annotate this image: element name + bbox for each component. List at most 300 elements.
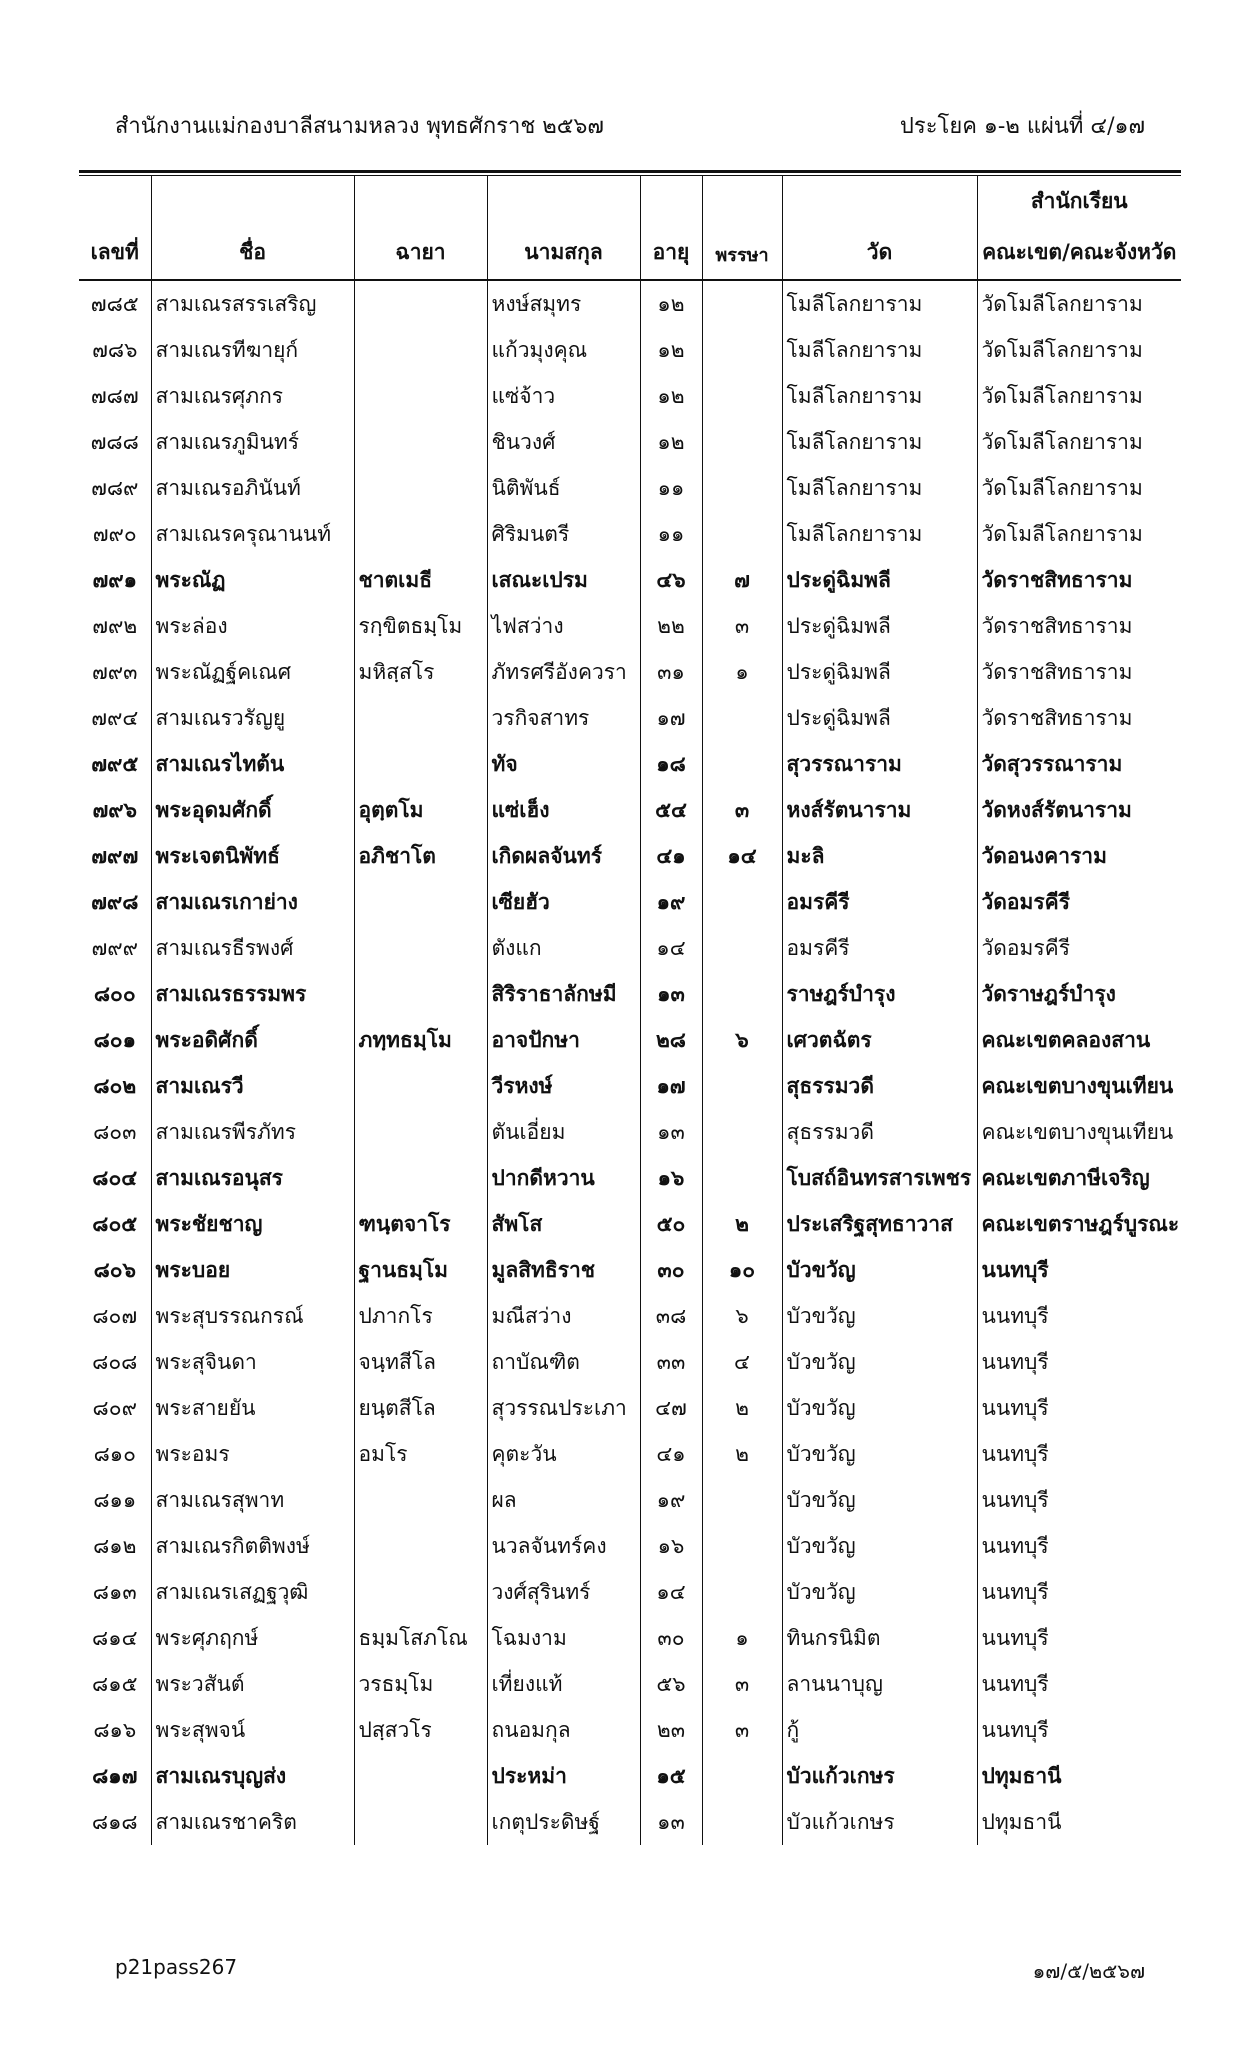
cell-school: วัดอมรคีรี (977, 879, 1181, 925)
table-row (79, 1753, 1181, 1799)
cell-number: ๗๙๗ (91, 842, 139, 868)
cell-name: พระณัฏฐ์คเณศ (151, 649, 354, 695)
table-row (79, 1339, 1181, 1385)
cell-chaya (354, 1799, 487, 1845)
table-row (79, 1109, 1181, 1155)
cell-number: ๗๘๙ (91, 475, 139, 500)
cell-vassa: ๖ (702, 1293, 782, 1339)
cell-number: ๘๑๒ (93, 1533, 137, 1558)
cell-school: นนทบุรี (977, 1661, 1181, 1707)
col-header-number: เลขที่ (79, 176, 151, 280)
cell-school: วัดราชสิทธาราม (977, 557, 1181, 603)
cell-wat: ประดู่ฉิมพลี (782, 695, 977, 741)
cell-name: สามเณรพีรภัทร (151, 1109, 354, 1155)
cell-number: ๗๙๔ (91, 705, 139, 730)
cell-wat: บัวขวัญ (782, 1431, 977, 1477)
cell-chaya (354, 280, 487, 327)
table-row (79, 1155, 1181, 1201)
cell-wat: กู้ (782, 1707, 977, 1753)
cell-age: ๑๓ (640, 971, 702, 1017)
cell-vassa (702, 971, 782, 1017)
cell-name: สามเณรทีฆายุก์ (151, 327, 354, 373)
cell-surname: โฉมงาม (487, 1615, 640, 1661)
cell-vassa: ๗ (702, 557, 782, 603)
cell-school: วัดโมลีโลกยาราม (977, 511, 1181, 557)
cell-surname: แก้วมุงคุณ (487, 327, 640, 373)
cell-age: ๑๑ (640, 511, 702, 557)
header-left-text: สำนักงานแม่กองบาลีสนามหลวง พุทธศักราช ๒๕๖๗ (115, 114, 604, 139)
cell-surname: ปากดีหวาน (487, 1155, 640, 1201)
cell-number: ๗๘๗ (90, 383, 139, 408)
cell-school: นนทบุรี (977, 1385, 1181, 1431)
cell-surname: แซ่จ้าว (487, 373, 640, 419)
table-row (79, 741, 1181, 787)
cell-chaya: ยนฺตสีโล (354, 1385, 487, 1431)
cell-number: ๘๑๕ (92, 1671, 138, 1696)
cell-vassa (702, 1109, 782, 1155)
table-row (79, 1799, 1181, 1845)
cell-vassa (702, 1523, 782, 1569)
cell-school: นนทบุรี (977, 1247, 1181, 1293)
cell-name: สามเณรวรัญยู (151, 695, 354, 741)
cell-number: ๘๑๐ (93, 1441, 136, 1466)
cell-vassa (702, 373, 782, 419)
cell-wat: บัวขวัญ (782, 1569, 977, 1615)
cell-chaya (354, 1753, 487, 1799)
cell-school: วัดโมลีโลกยาราม (977, 327, 1181, 373)
cell-surname: วงศ์สุรินทร์ (487, 1569, 640, 1615)
table-row (79, 695, 1181, 741)
cell-number: ๘๐๓ (93, 1119, 137, 1144)
cell-surname: ประหม่า (487, 1753, 640, 1799)
cell-school: นนทบุรี (977, 1293, 1181, 1339)
cell-wat: บัวขวัญ (782, 1477, 977, 1523)
cell-vassa: ๑ (702, 649, 782, 695)
cell-name: สามเณรสรรเสริญ (151, 280, 354, 327)
cell-wat: สุธรรมวดี (782, 1109, 977, 1155)
cell-surname: ภัทรศรีอังควรา (487, 649, 640, 695)
cell-age: ๔๑ (640, 833, 702, 879)
cell-wat: โมลีโลกยาราม (782, 280, 977, 327)
cell-school: นนทบุรี (977, 1615, 1181, 1661)
cell-surname: นวลจันทร์คง (487, 1523, 640, 1569)
table-row (79, 1477, 1181, 1523)
cell-age: ๑๑ (640, 465, 702, 511)
cell-school: นนทบุรี (977, 1339, 1181, 1385)
cell-age: ๑๔ (640, 925, 702, 971)
cell-school: วัดราชสิทธาราม (977, 695, 1181, 741)
cell-name: พระล่อง (151, 603, 354, 649)
cell-surname: สัพโส (487, 1201, 640, 1247)
cell-number: ๘๑๗ (92, 1762, 138, 1788)
cell-surname: ทัจ (487, 741, 640, 787)
cell-surname: มณีสว่าง (487, 1293, 640, 1339)
cell-number: ๗๘๘ (90, 429, 139, 454)
cell-number: ๘๐๙ (92, 1395, 137, 1420)
cell-vassa (702, 695, 782, 741)
cell-age: ๔๗ (640, 1385, 702, 1431)
cell-number: ๘๐๕ (92, 1210, 138, 1236)
cell-age: ๓๐ (640, 1615, 702, 1661)
cell-vassa: ๓ (702, 1707, 782, 1753)
table-row (79, 1247, 1181, 1293)
cell-name: สามเณรบุญส่ง (151, 1753, 354, 1799)
footer-right-date: ๑๗/๕/๒๕๖๗ (1032, 1959, 1145, 1983)
cell-chaya (354, 327, 487, 373)
cell-name: พระสุจินดา (151, 1339, 354, 1385)
cell-vassa (702, 511, 782, 557)
cell-number: ๘๐๐ (93, 980, 136, 1006)
table-row (79, 649, 1181, 695)
cell-age: ๕๖ (640, 1661, 702, 1707)
cell-wat: บัวขวัญ (782, 1293, 977, 1339)
cell-chaya: อภิชาโต (354, 833, 487, 879)
cell-name: สามเณรธรรมพร (151, 971, 354, 1017)
table-row (79, 1523, 1181, 1569)
col-header-vassa: พรรษา (702, 176, 782, 280)
cell-name: สามเณรไทต้น (151, 741, 354, 787)
cell-age: ๕๔ (640, 787, 702, 833)
cell-surname: ตันเอี่ยม (487, 1109, 640, 1155)
cell-name: สามเณรชาคริต (151, 1799, 354, 1845)
cell-age: ๒๒ (640, 603, 702, 649)
cell-name: สามเณรศุภกร (151, 373, 354, 419)
cell-wat: ลานนาบุญ (782, 1661, 977, 1707)
cell-chaya (354, 1569, 487, 1615)
cell-name: สามเณรภูมินทร์ (151, 419, 354, 465)
col-header-wat: วัด (782, 176, 977, 280)
footer-left-code: p21pass267 (115, 1955, 238, 1979)
cell-age: ๓๘ (640, 1293, 702, 1339)
cell-surname: อาจปักษา (487, 1017, 640, 1063)
cell-age: ๑๙ (640, 879, 702, 925)
cell-vassa (702, 280, 782, 327)
cell-chaya: ภทฺทธมฺโม (354, 1017, 487, 1063)
cell-age: ๑๙ (640, 1477, 702, 1523)
cell-chaya: รกฺขิตธมฺโม (354, 603, 487, 649)
cell-age: ๒๓ (640, 1707, 702, 1753)
cell-vassa (702, 741, 782, 787)
cell-school: วัดราษฎร์บำรุง (977, 971, 1181, 1017)
cell-vassa (702, 327, 782, 373)
table-row (79, 1063, 1181, 1109)
cell-chaya (354, 971, 487, 1017)
results-table (79, 176, 1181, 1845)
cell-vassa: ๓ (702, 1661, 782, 1707)
cell-school: คณะเขตราษฎร์บูรณะ (977, 1201, 1181, 1247)
cell-wat: มะลิ (782, 833, 977, 879)
cell-vassa: ๑ (702, 1615, 782, 1661)
cell-school: นนทบุรี (977, 1569, 1181, 1615)
col-header-school-line1: สำนักเรียน (1030, 188, 1128, 213)
cell-number: ๘๐๒ (93, 1072, 137, 1098)
table-row (79, 1201, 1181, 1247)
cell-surname: คุตะวัน (487, 1431, 640, 1477)
cell-wat: โมลีโลกยาราม (782, 465, 977, 511)
cell-chaya: ธมฺมโสภโณ (354, 1615, 487, 1661)
table-row (79, 925, 1181, 971)
cell-number: ๘๑๓ (92, 1579, 137, 1604)
cell-name: สามเณรอนุสร (151, 1155, 354, 1201)
cell-vassa (702, 1569, 782, 1615)
cell-number: ๗๙๘ (91, 888, 139, 914)
cell-vassa (702, 465, 782, 511)
cell-surname: สิริราธาลักษมี (487, 971, 640, 1017)
header-right-text: ประโยค ๑-๒ แผ่นที่ ๔/๑๗ (899, 114, 1145, 139)
cell-age: ๓๐ (640, 1247, 702, 1293)
table-row (79, 419, 1181, 465)
cell-vassa: ๓ (702, 603, 782, 649)
cell-chaya: ปภากโร (354, 1293, 487, 1339)
table-row (79, 971, 1181, 1017)
cell-number: ๘๐๖ (93, 1256, 136, 1282)
cell-name: พระสายยัน (151, 1385, 354, 1431)
cell-wat: อมรคีรี (782, 879, 977, 925)
cell-age: ๑๒ (640, 373, 702, 419)
table-row (79, 1017, 1181, 1063)
cell-chaya: ชาตเมธี (354, 557, 487, 603)
cell-vassa: ๓ (702, 787, 782, 833)
table-row (79, 373, 1181, 419)
cell-name: พระณัฏ (151, 557, 354, 603)
cell-school: วัดอนงคาราม (977, 833, 1181, 879)
cell-chaya (354, 419, 487, 465)
cell-age: ๑๓ (640, 1109, 702, 1155)
cell-chaya: ฐานธมฺโม (354, 1247, 487, 1293)
cell-chaya (354, 1523, 487, 1569)
cell-number: ๘๑๖ (93, 1717, 137, 1742)
cell-name: สามเณรเกาย่าง (151, 879, 354, 925)
cell-wat: สุธรรมวดี (782, 1063, 977, 1109)
cell-wat: บัวขวัญ (782, 1339, 977, 1385)
cell-school: วัดโมลีโลกยาราม (977, 373, 1181, 419)
cell-vassa (702, 1155, 782, 1201)
cell-wat: โมลีโลกยาราม (782, 373, 977, 419)
cell-age: ๒๘ (640, 1017, 702, 1063)
cell-surname: หงษ์สมุทร (487, 280, 640, 327)
cell-name: พระอดิศักดิ์ (151, 1017, 354, 1063)
cell-age: ๑๗ (640, 695, 702, 741)
table-row (79, 280, 1181, 327)
table-row (79, 1431, 1181, 1477)
table-header (79, 176, 1181, 280)
cell-age: ๑๒ (640, 280, 702, 327)
cell-vassa (702, 1477, 782, 1523)
table-row (79, 787, 1181, 833)
cell-name: สามเณรอภินันท์ (151, 465, 354, 511)
cell-vassa (702, 1063, 782, 1109)
cell-name: พระอุดมศักดิ์ (151, 787, 354, 833)
cell-chaya: อมโร (354, 1431, 487, 1477)
cell-wat: สุวรรณาราม (782, 741, 977, 787)
cell-wat: ประดู่ฉิมพลี (782, 557, 977, 603)
cell-number: ๗๙๒ (92, 613, 138, 638)
col-header-age: อายุ (640, 176, 702, 280)
table-row (79, 465, 1181, 511)
cell-wat: บัวขวัญ (782, 1385, 977, 1431)
cell-surname: ไฟสว่าง (487, 603, 640, 649)
cell-vassa (702, 1799, 782, 1845)
cell-number: ๘๑๑ (93, 1487, 137, 1512)
cell-number: ๘๑๔ (92, 1625, 138, 1650)
cell-school: นนทบุรี (977, 1523, 1181, 1569)
table-row (79, 833, 1181, 879)
cell-name: พระอมร (151, 1431, 354, 1477)
cell-vassa (702, 925, 782, 971)
cell-age: ๔๑ (640, 1431, 702, 1477)
cell-number: ๘๐๗ (92, 1303, 138, 1328)
cell-chaya: ฑนฺตจาโร (354, 1201, 487, 1247)
cell-wat: โมลีโลกยาราม (782, 419, 977, 465)
cell-name: พระบอย (151, 1247, 354, 1293)
cell-surname: เซียฮัว (487, 879, 640, 925)
cell-chaya (354, 511, 487, 557)
table-row (79, 1615, 1181, 1661)
cell-age: ๕๐ (640, 1201, 702, 1247)
cell-surname: ตังแก (487, 925, 640, 971)
cell-number: ๗๙๓ (91, 659, 138, 684)
cell-school: วัดโมลีโลกยาราม (977, 280, 1181, 327)
cell-number: ๘๐๘ (92, 1349, 138, 1374)
cell-surname: นิติพันธ์ (487, 465, 640, 511)
cell-name: พระสุพจน์ (151, 1707, 354, 1753)
cell-chaya: ปสฺสวโร (354, 1707, 487, 1753)
cell-school: วัดโมลีโลกยาราม (977, 419, 1181, 465)
cell-surname: ถาบัณฑิต (487, 1339, 640, 1385)
cell-school: วัดอมรคีรี (977, 925, 1181, 971)
table-row (79, 1293, 1181, 1339)
cell-vassa (702, 419, 782, 465)
cell-surname: เกิดผลจันทร์ (487, 833, 640, 879)
cell-name: พระสุบรรณกรณ์ (151, 1293, 354, 1339)
cell-number: ๗๘๖ (92, 337, 138, 362)
cell-age: ๓๑ (640, 649, 702, 695)
cell-surname: มูลสิทธิราช (487, 1247, 640, 1293)
cell-school: คณะเขตคลองสาน (977, 1017, 1181, 1063)
cell-school: คณะเขตภาษีเจริญ (977, 1155, 1181, 1201)
cell-age: ๑๘ (640, 741, 702, 787)
cell-number: ๗๘๕ (90, 291, 139, 316)
cell-vassa: ๒ (702, 1431, 782, 1477)
cell-chaya (354, 373, 487, 419)
cell-vassa: ๒ (702, 1385, 782, 1431)
col-header-chaya: ฉายา (354, 176, 487, 280)
cell-number: ๗๙๖ (92, 796, 137, 822)
cell-age: ๑๖ (640, 1155, 702, 1201)
cell-vassa (702, 879, 782, 925)
table-row (79, 557, 1181, 603)
cell-number: ๗๙๙ (91, 935, 139, 960)
cell-wat: บัวขวัญ (782, 1247, 977, 1293)
cell-wat: อมรคีรี (782, 925, 977, 971)
cell-surname: ถนอมกุล (487, 1707, 640, 1753)
cell-name: สามเณรสุพาท (151, 1477, 354, 1523)
cell-wat: ประดู่ฉิมพลี (782, 649, 977, 695)
cell-name: สามเณรธีรพงศ์ (151, 925, 354, 971)
cell-wat: ประเสริฐสุทธาวาส (782, 1201, 977, 1247)
cell-name: พระเจตนิพัทธ์ (151, 833, 354, 879)
col-header-school (977, 176, 1181, 280)
cell-surname: วรกิจสาทร (487, 695, 640, 741)
cell-chaya (354, 879, 487, 925)
cell-vassa: ๔ (702, 1339, 782, 1385)
cell-school: วัดหงส์รัตนาราม (977, 787, 1181, 833)
cell-name: สามเณรกิตติพงษ์ (151, 1523, 354, 1569)
top-rule-thick (79, 170, 1181, 173)
cell-school: ปทุมธานี (977, 1753, 1181, 1799)
cell-number: ๘๐๑ (93, 1026, 136, 1052)
cell-school: นนทบุรี (977, 1477, 1181, 1523)
col-header-school-line2: คณะเขต/คณะจังหวัด (982, 239, 1177, 264)
table-row (79, 1569, 1181, 1615)
cell-vassa: ๒ (702, 1201, 782, 1247)
cell-chaya (354, 925, 487, 971)
cell-surname: เกตุประดิษฐ์ (487, 1799, 640, 1845)
cell-vassa: ๑๔ (702, 833, 782, 879)
table-row (79, 1385, 1181, 1431)
cell-name: สามเณรวี (151, 1063, 354, 1109)
cell-name: พระศุภฤกษ์ (151, 1615, 354, 1661)
cell-wat: โบสถ์อินทรสารเพชร (782, 1155, 977, 1201)
cell-school: ปทุมธานี (977, 1799, 1181, 1845)
cell-chaya (354, 741, 487, 787)
table-row (79, 511, 1181, 557)
table-row (79, 603, 1181, 649)
col-header-surname: นามสกุล (487, 176, 640, 280)
cell-surname: สุวรรณประเภา (487, 1385, 640, 1431)
cell-vassa: ๑๐ (702, 1247, 782, 1293)
cell-surname: ผล (487, 1477, 640, 1523)
cell-chaya (354, 1477, 487, 1523)
cell-age: ๑๒ (640, 327, 702, 373)
cell-school: คณะเขตบางขุนเทียน (977, 1063, 1181, 1109)
table-row (79, 1707, 1181, 1753)
cell-school: วัดโมลีโลกยาราม (977, 465, 1181, 511)
cell-chaya (354, 465, 487, 511)
cell-surname: ชินวงศ์ (487, 419, 640, 465)
cell-chaya: จนฺทสีโล (354, 1339, 487, 1385)
cell-wat: เศวตฉัตร (782, 1017, 977, 1063)
cell-chaya (354, 1109, 487, 1155)
cell-vassa (702, 1753, 782, 1799)
cell-wat: โมลีโลกยาราม (782, 327, 977, 373)
cell-wat: บัวแก้วเกษร (782, 1799, 977, 1845)
cell-surname: เที่ยงแท้ (487, 1661, 640, 1707)
cell-wat: ทินกรนิมิต (782, 1615, 977, 1661)
cell-name: พระชัยชาญ (151, 1201, 354, 1247)
cell-school: วัดสุวรรณาราม (977, 741, 1181, 787)
cell-age: ๑๗ (640, 1063, 702, 1109)
col-header-name: ชื่อ (151, 176, 354, 280)
cell-chaya (354, 1155, 487, 1201)
cell-number: ๘๑๘ (91, 1809, 138, 1834)
cell-number: ๘๐๔ (92, 1164, 138, 1190)
table-row (79, 1661, 1181, 1707)
cell-school: คณะเขตบางขุนเทียน (977, 1109, 1181, 1155)
cell-wat: ราษฎร์บำรุง (782, 971, 977, 1017)
table-row (79, 327, 1181, 373)
cell-age: ๔๖ (640, 557, 702, 603)
cell-age: ๑๒ (640, 419, 702, 465)
cell-number: ๗๙๕ (91, 750, 139, 776)
cell-surname: ศิริมนตรี (487, 511, 640, 557)
cell-name: สามเณรครุณานนท์ (151, 511, 354, 557)
cell-surname: วีรหงษ์ (487, 1063, 640, 1109)
cell-school: วัดราชสิทธาราม (977, 603, 1181, 649)
cell-wat: โมลีโลกยาราม (782, 511, 977, 557)
cell-wat: บัวขวัญ (782, 1523, 977, 1569)
results-table-container (79, 170, 1181, 1845)
